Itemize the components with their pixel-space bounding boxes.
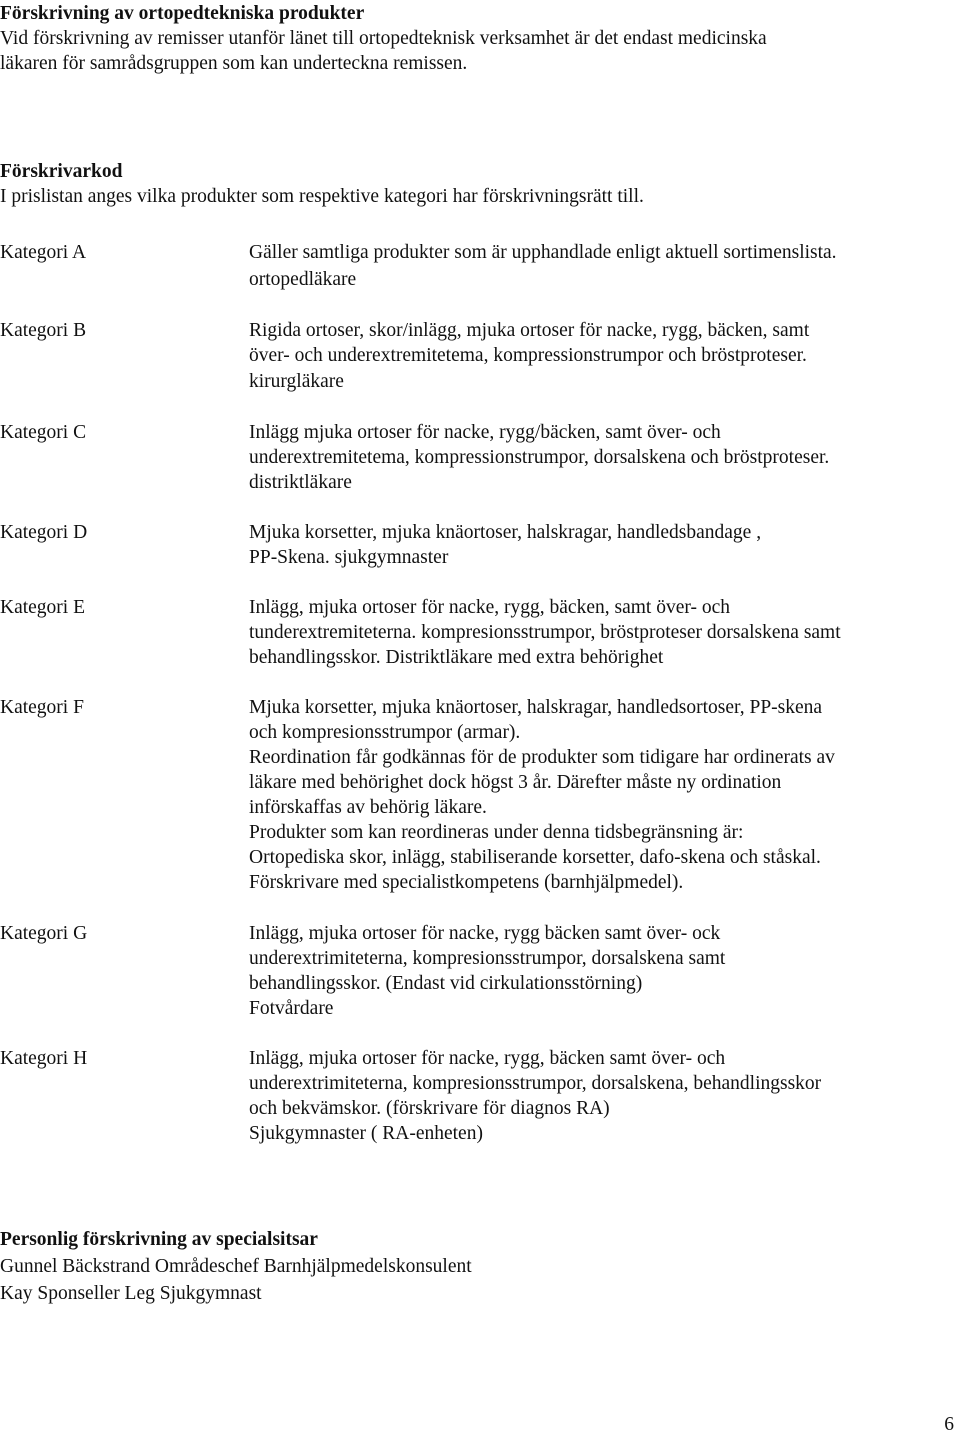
description-line: Inlägg mjuka ortoser för nacke, rygg/bäcken, samt över- och: [249, 422, 721, 443]
category-label-g: Kategori G: [0, 923, 88, 944]
description-line: Produkter som kan reordineras under denna tidsbegränsning är:: [249, 822, 744, 843]
description-line: och bekvämskor. (förskrivare för diagnos RA): [249, 1098, 610, 1119]
paragraph-line: Vid förskrivning av remisser utanför länet till ortopedteknisk verksamhet är det endast medicinska: [0, 28, 767, 49]
description-line: Inlägg, mjuka ortoser för nacke, rygg, bäcken samt över- och: [249, 1048, 726, 1069]
paragraph-line: I prislistan anges vilka produkter som respektive kategori har förskrivningsrätt till.: [0, 186, 644, 207]
description-line: läkare med behörighet dock högst 3 år. Därefter måste ny ordination: [249, 772, 782, 793]
description-line: Mjuka korsetter, mjuka knäortoser, halskragar, handledsortoser, PP-skena: [249, 697, 823, 718]
page-number: 6: [944, 1414, 954, 1435]
description-line: och kompresionsstrumpor (armar).: [249, 722, 521, 743]
description-line: Rigida ortoser, skor/inlägg, mjuka ortoser för nacke, rygg, bäcken, samt: [249, 320, 810, 341]
category-label-b: Kategori B: [0, 320, 87, 341]
category-label-h: Kategori H: [0, 1048, 88, 1069]
paragraph-line: Kay Sponseller Leg Sjukgymnast: [0, 1283, 262, 1304]
description-line: Reordination får godkännas för de produkter som tidigare har ordinerats av: [249, 747, 835, 768]
category-label-f: Kategori F: [0, 697, 84, 718]
description-line: Sjukgymnaster ( RA-enheten): [249, 1123, 483, 1144]
category-label-c: Kategori C: [0, 422, 87, 443]
description-line: PP-Skena. sjukgymnaster: [249, 547, 449, 568]
description-line: tunderextremiteterna. kompresionsstrumpor, bröstproteser dorsalskena samt: [249, 622, 841, 643]
paragraph-line: Gunnel Bäckstrand Områdeschef Barnhjälpmedelskonsulent: [0, 1256, 472, 1277]
category-label-e: Kategori E: [0, 597, 86, 618]
section-heading-forskrivarkod: Förskrivarkod: [0, 161, 123, 182]
description-line: Förskrivare med specialistkompetens (barnhjälpmedel).: [249, 872, 684, 893]
description-line: Inlägg, mjuka ortoser för nacke, rygg, bäcken, samt över- och: [249, 597, 730, 618]
description-line: Mjuka korsetter, mjuka knäortoser, halskragar, handledsbandage ,: [249, 522, 762, 543]
description-line: Inlägg, mjuka ortoser för nacke, rygg bäcken samt över- ock: [249, 923, 721, 944]
description-line: behandlingsskor. (Endast vid cirkulationsstörning): [249, 973, 643, 994]
category-label-d: Kategori D: [0, 522, 88, 543]
description-line: Fotvårdare: [249, 998, 334, 1019]
paragraph-line: läkaren för samrådsgruppen som kan underteckna remissen.: [0, 53, 468, 74]
description-line: ortopedläkare: [249, 269, 357, 290]
section-heading-personlig: Personlig förskrivning av specialsitsar: [0, 1229, 318, 1250]
category-label-a: Kategori A: [0, 242, 87, 263]
description-line: kirurgläkare: [249, 371, 344, 392]
section-heading-forskrivning: Förskrivning av ortopedtekniska produkter: [0, 3, 365, 24]
description-line: underextremitetema, kompressionstrumpor, dorsalskena och bröstproteser.: [249, 447, 830, 468]
description-line: införskaffas av behörig läkare.: [249, 797, 487, 818]
description-line: över- och underextremitetema, kompressionstrumpor och bröstproteser.: [249, 345, 807, 366]
description-line: behandlingsskor. Distriktläkare med extra behörighet: [249, 647, 664, 668]
description-line: Ortopediska skor, inlägg, stabiliserande korsetter, dafo-skena och ståskal.: [249, 847, 821, 868]
description-line: Gäller samtliga produkter som är upphandlade enligt aktuell sortimenslista.: [249, 242, 837, 263]
description-line: underextrimiteterna, kompresionsstrumpor, dorsalskena samt: [249, 948, 726, 969]
description-line: distriktläkare: [249, 472, 352, 493]
description-line: underextrimiteterna, kompresionsstrumpor, dorsalskena, behandlingsskor: [249, 1073, 822, 1094]
